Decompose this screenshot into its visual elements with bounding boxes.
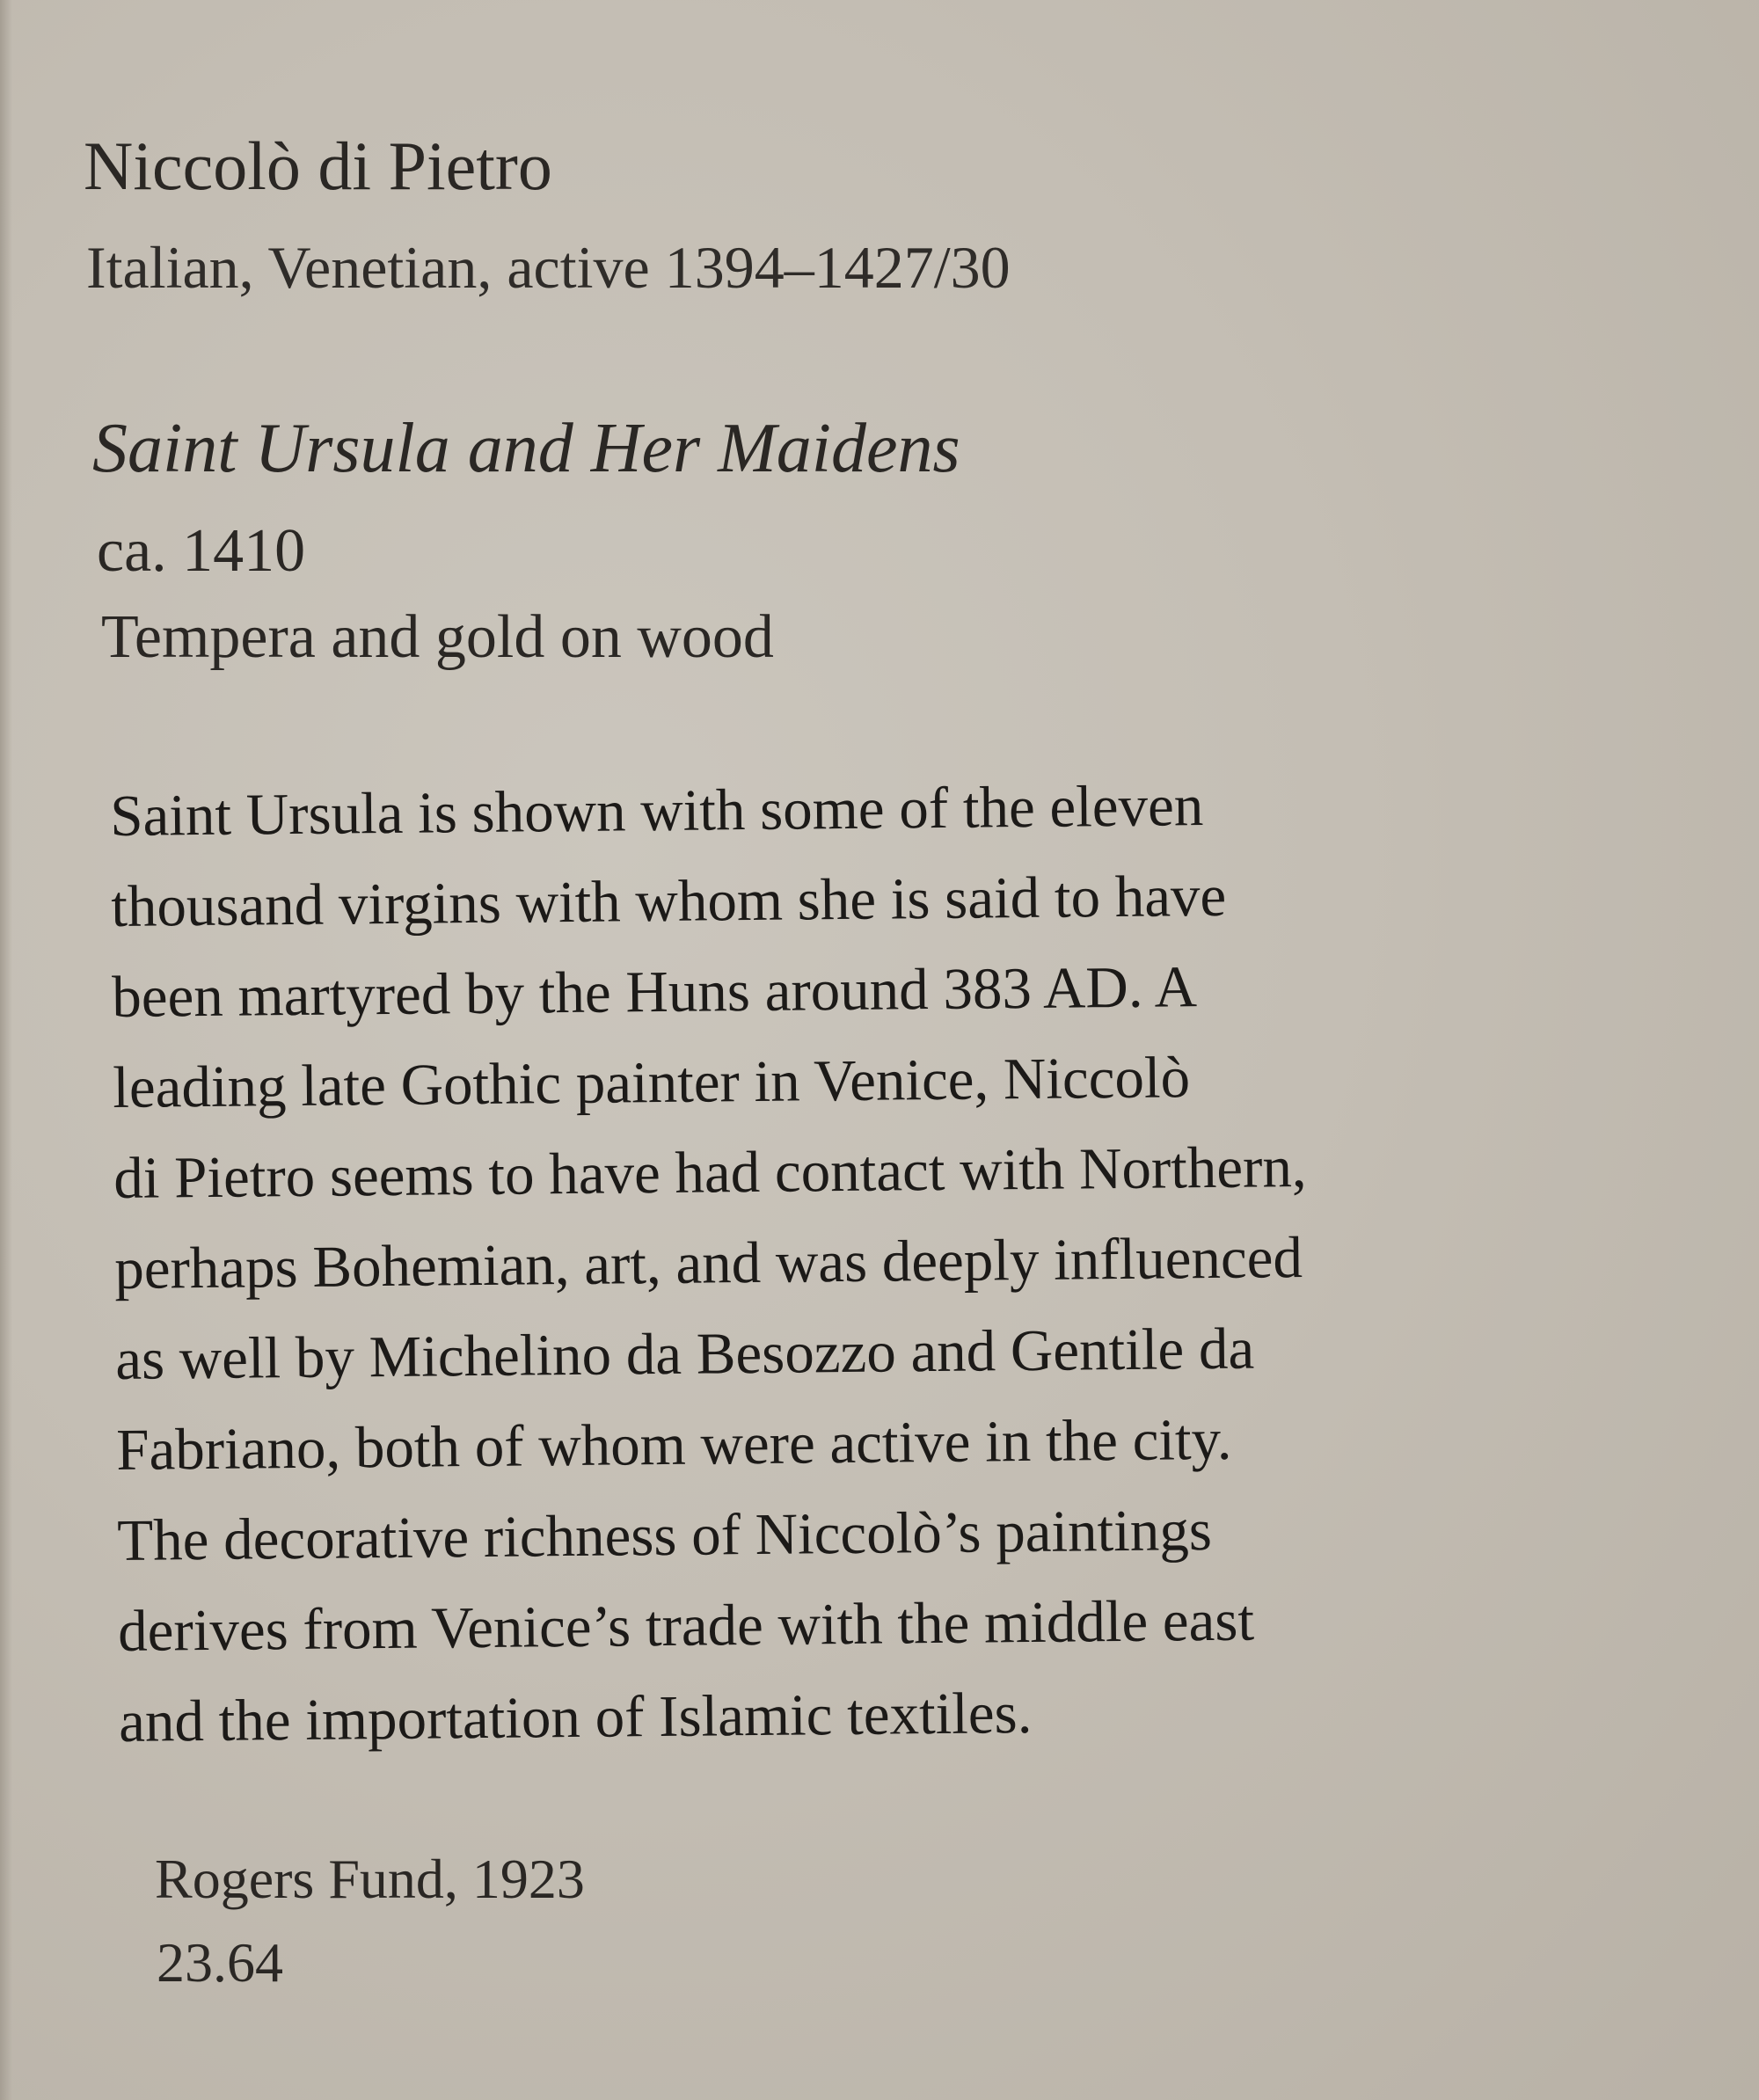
artist-name: Niccolò di Pietro — [84, 128, 552, 204]
description-line: Saint Ursula is shown with some of the eleven — [109, 773, 1204, 849]
artist-nationality-dates: Italian, Venetian, active 1394–1427/30 — [86, 234, 1011, 301]
credit-line: Rogers Fund, 1923 — [155, 1848, 585, 1910]
description-line: as well by Michelino da Besozzo and Gentile da — [114, 1316, 1255, 1392]
description-line: and the importation of Islamic textiles. — [118, 1680, 1033, 1754]
description-line: derives from Venice’s trade with the middle east — [117, 1587, 1255, 1664]
description-line: perhaps Bohemian, art, and was deeply influenced — [113, 1225, 1303, 1302]
accession-number: 23.64 — [157, 1931, 283, 1994]
description-text — [109, 773, 1312, 1783]
description-line: thousand virgins with whom she is said to have — [110, 863, 1227, 939]
artwork-title: Saint Ursula and Her Maidens — [92, 410, 960, 487]
artwork-date: ca. 1410 — [97, 517, 306, 585]
description-line: Fabriano, both of whom were active in the city. — [115, 1406, 1232, 1483]
artwork-medium: Tempera and gold on wood — [101, 603, 774, 671]
description-line: leading late Gothic painter in Venice, Niccolò — [112, 1045, 1191, 1120]
description-line: di Pietro seems to have had contact with Northern, — [113, 1134, 1307, 1211]
description-line: The decorative richness of Niccolò’s paintings — [116, 1498, 1213, 1573]
description-line: been martyred by the Huns around 383 AD. A — [111, 954, 1198, 1030]
